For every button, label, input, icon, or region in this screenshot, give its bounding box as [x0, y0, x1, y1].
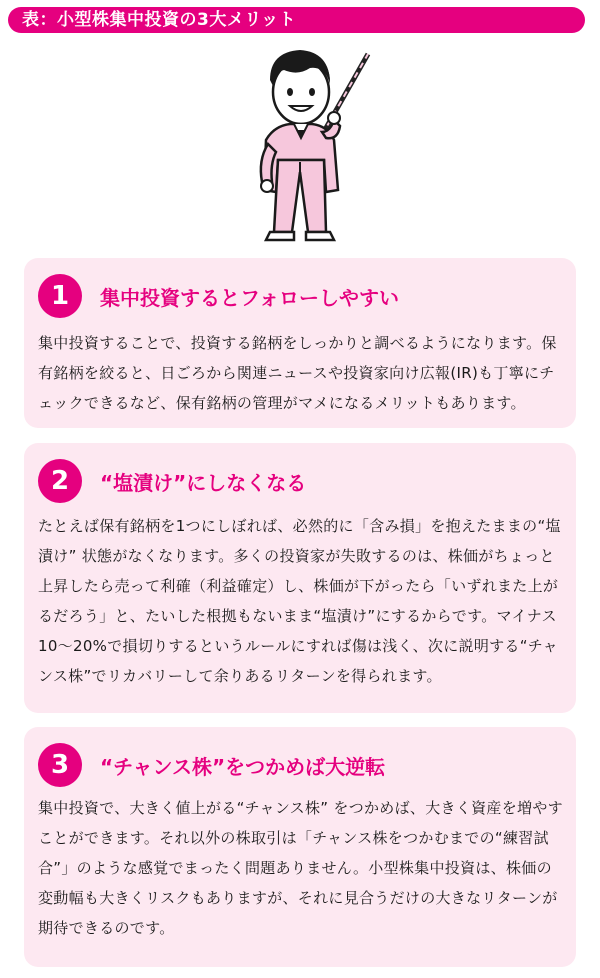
presenter-with-pointer-illustration	[230, 40, 380, 250]
card-body: たとえば保有銘柄を1つにしぼれば、必然的に「含み損」を抱えたままの“塩漬け” 状態がなくなります。多くの投資家が失敗するのは、株価がちょっと上昇したら売って利確（利益確定）し、株価が下がったら「いずれまた上がるだろう」と、たいした根拠もないまま“塩漬け”にするからです。マイナス10～20%で損切りするというルールにすれば傷は浅く、次に説明する“チャンス株”でリカバリーして余りあるリターンを得られます。	[38, 517, 561, 685]
card-header	[38, 457, 306, 505]
card-body: 集中投資することで、投資する銘柄をしっかりと調べるようになります。保有銘柄を絞ると、日ごろから関連ニュースや投資家向け広報(IR)も丁寧にチェックできるなど、保有銘柄の管理がマメになるメリットもあります。	[38, 334, 557, 412]
number-badge: 2	[38, 459, 82, 503]
header-banner	[8, 7, 585, 33]
number-badge: 3	[38, 743, 82, 787]
merit-card-2	[24, 443, 576, 713]
card-header	[38, 741, 385, 789]
card-title: “チャンス株”をつかめば大逆転	[100, 754, 386, 779]
card-header	[38, 272, 399, 320]
card-title: 集中投資するとフォローしやすい	[100, 285, 399, 310]
merit-card-1	[24, 258, 576, 428]
card-body: 集中投資で、大きく値上がる“チャンス株” をつかめば、大きく資産を増やすことができます。それ以外の株取引は「チャンス株をつかむまでの“練習試合”」のような感覚でまったく問題ありません。小型株集中投資は、株価の変動幅も大きくリスクもありますが、それに見合うだけの大きなリターンが期待できるのです。	[38, 799, 563, 937]
number-badge: 1	[38, 274, 82, 318]
merit-card-3	[24, 727, 576, 967]
card-title: “塩漬け”にしなくなる	[100, 470, 307, 495]
page-title: 表：小型株集中投資の3大メリット	[22, 10, 297, 30]
